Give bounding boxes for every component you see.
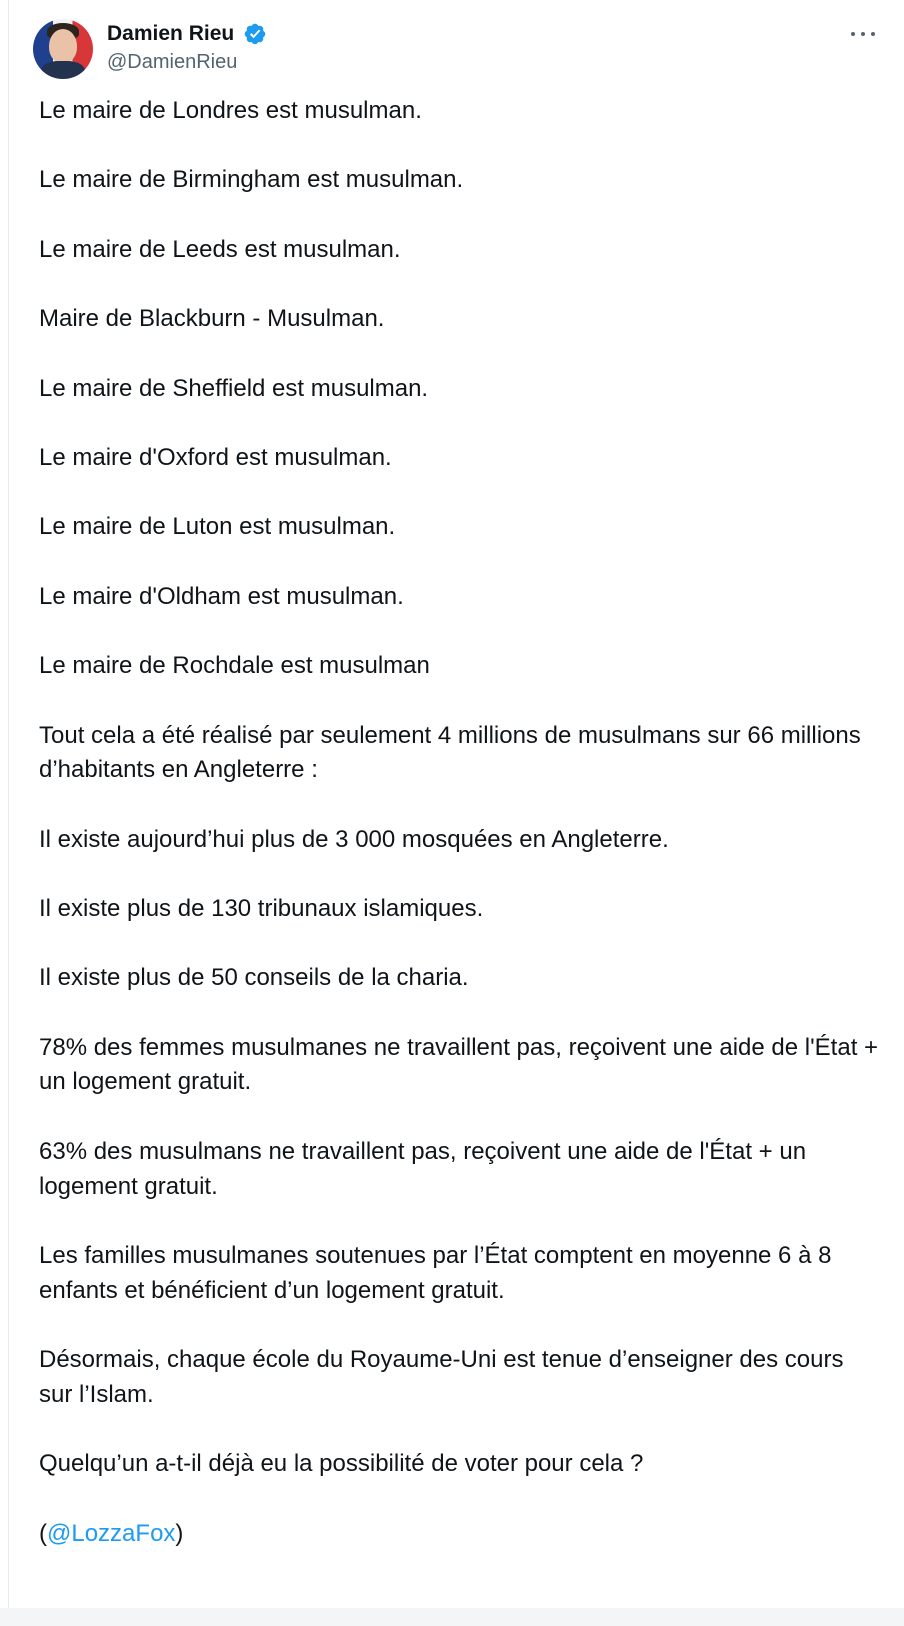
- tweet-paragraph: Désormais, chaque école du Royaume-Uni est tenue d’enseigner des cours sur l’Islam.: [39, 1346, 844, 1408]
- tweet-paragraph: 63% des musulmans ne travaillent pas, reçoivent une aide de l'État + un logement gratuit.: [39, 1137, 807, 1200]
- more-options-icon[interactable]: [848, 25, 878, 43]
- tweet-paragraph: Le maire de Birmingham est musulman.: [39, 166, 464, 194]
- verified-badge-icon: [243, 22, 267, 46]
- mention-link[interactable]: @LozzaFox: [47, 1519, 176, 1547]
- author-handle[interactable]: @DamienRieu: [107, 51, 238, 73]
- avatar-face: [49, 29, 77, 63]
- author-avatar[interactable]: [33, 19, 93, 79]
- tweet-paragraph: Le maire d'Oxford est musulman.: [39, 443, 392, 471]
- credit-open-paren: (: [39, 1519, 47, 1547]
- tweet-paragraph: Le maire de Leeds est musulman.: [39, 235, 401, 263]
- tweet-paragraph: Tout cela a été réalisé par seulement 4 millions de musulmans sur 66 millions d’habitants en Angleterre :: [39, 721, 861, 784]
- tweet-paragraph: Il existe plus de 50 conseils de la charia.: [39, 964, 469, 992]
- tweet-paragraph: 78% des femmes musulmanes ne travaillent pas, reçoivent une aide de l'État + un logement gratuit.: [39, 1033, 879, 1096]
- tweet-header: [33, 19, 880, 79]
- tweet-paragraph: Les familles musulmanes soutenues par l’État comptent en moyenne 6 à 8 enfants et bénéficient d’un logement gratuit.: [39, 1241, 832, 1304]
- tweet-card: [8, 0, 904, 1626]
- author-display-name[interactable]: Damien Rieu: [107, 22, 235, 45]
- tweet-paragraph: Le maire d'Oldham est musulman.: [39, 582, 404, 610]
- tweet-paragraph: Le maire de Londres est musulman.: [39, 97, 422, 124]
- avatar-shirt: [41, 61, 85, 79]
- tweet-paragraph: Quelqu’un a-t-il déjà eu la possibilité de voter pour cela ?: [39, 1450, 644, 1478]
- tweet-credit: [39, 1517, 879, 1552]
- tweet-paragraph: Maire de Blackburn - Musulman.: [39, 305, 385, 333]
- tweet-paragraph: Il existe plus de 130 tribunaux islamiques.: [39, 895, 484, 922]
- bottom-edge: [0, 1608, 904, 1626]
- credit-close-paren: ): [175, 1519, 184, 1547]
- tweet-paragraph: Le maire de Rochdale est musulman: [39, 652, 430, 680]
- tweet-text: [39, 94, 879, 1586]
- author-name-block: [107, 21, 267, 75]
- tweet-paragraph: Il existe aujourd’hui plus de 3 000 mosquées en Angleterre.: [39, 825, 669, 853]
- tweet-paragraph: Le maire de Sheffield est musulman.: [39, 374, 429, 402]
- tweet-paragraph: Le maire de Luton est musulman.: [39, 513, 396, 541]
